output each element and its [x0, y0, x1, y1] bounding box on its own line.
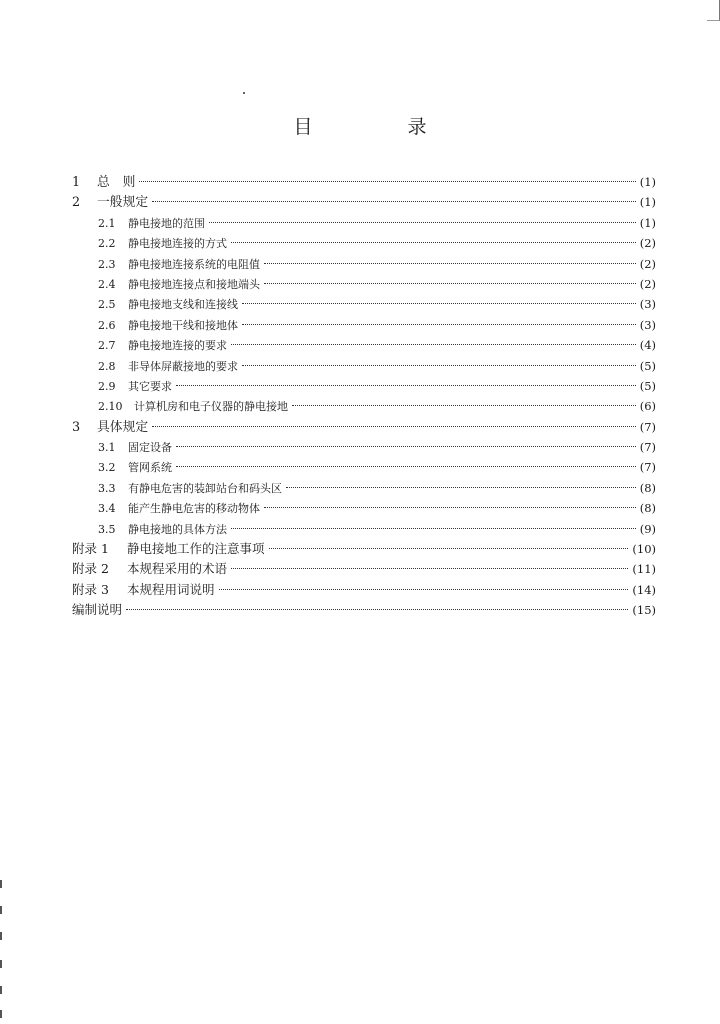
toc-entry — [72, 396, 656, 416]
toc-entry — [72, 254, 656, 274]
toc-entry — [72, 274, 656, 294]
toc-entry-label: 管网系统 — [128, 461, 172, 475]
toc-entry — [72, 478, 656, 498]
toc-entry — [72, 539, 656, 559]
toc-entry — [72, 600, 656, 620]
dot-leader — [176, 446, 636, 447]
toc-entry-label: 固定设备 — [128, 441, 172, 455]
dot-leader — [152, 201, 636, 202]
toc-entry-number: 3 — [72, 419, 81, 435]
toc-entry-label: 具体规定 — [97, 419, 149, 435]
toc-entry — [72, 172, 656, 192]
toc-entry-label: 静电接地的范围 — [128, 216, 205, 230]
toc-entry — [72, 233, 656, 253]
toc-entry-number: 附录 2 — [72, 561, 109, 577]
scan-speck — [243, 92, 245, 94]
toc-entry-number: 3.4 — [98, 502, 116, 516]
toc-entry — [72, 437, 656, 457]
toc-entry — [72, 498, 656, 518]
toc-entry-page: (2) — [639, 256, 656, 271]
dot-leader — [292, 405, 636, 406]
toc-entry-label: 编制说明 — [72, 602, 123, 618]
toc-entry-label: 静电接地连接点和接地端头 — [128, 277, 260, 291]
toc-entry-page: (2) — [639, 276, 656, 291]
page-title: 目 录 — [293, 116, 465, 138]
toc-entry — [72, 356, 656, 376]
toc-entry — [72, 294, 656, 314]
dot-leader — [139, 181, 635, 182]
toc-entry-page: (7) — [639, 460, 656, 475]
toc-entry-label: 静电接地连接系统的电阻值 — [128, 257, 260, 271]
toc-entry-page: (9) — [639, 521, 656, 536]
dot-leader — [231, 568, 628, 569]
dot-leader — [126, 609, 628, 610]
toc-entry-page: (5) — [639, 358, 656, 373]
toc-entry-page: (8) — [639, 480, 656, 495]
toc-entry-number: 2.4 — [98, 277, 116, 291]
toc-entry-number: 2.1 — [98, 216, 116, 230]
toc-entry-number: 2.10 — [98, 400, 123, 414]
toc-entry — [72, 519, 656, 539]
toc-entry-label: 静电接地支线和连接线 — [128, 298, 238, 312]
toc-entry-page: (1) — [639, 175, 656, 189]
dot-leader — [264, 263, 636, 264]
toc-entry — [72, 335, 656, 355]
toc-entry-label: 非导体屏蔽接地的要求 — [128, 359, 238, 373]
toc-entry-number: 1 — [72, 175, 81, 190]
toc-entry — [72, 315, 656, 335]
dot-leader — [231, 242, 636, 243]
toc-entry-number: 2.8 — [98, 359, 116, 373]
toc-entry — [72, 559, 656, 579]
toc-entry-page: (7) — [639, 440, 656, 455]
toc-entry-number: 2 — [72, 195, 81, 211]
toc-entry-label: 静电接地的具体方法 — [128, 522, 227, 536]
dot-leader — [264, 507, 636, 508]
toc-entry-number: 2.2 — [98, 237, 116, 251]
toc-entry-number: 2.7 — [98, 339, 116, 353]
toc-entry-number: 2.6 — [98, 318, 116, 332]
toc-entry-page: (1) — [639, 215, 656, 230]
toc-entry — [72, 192, 656, 212]
toc-entry-number: 附录 1 — [72, 541, 109, 557]
toc-entry-page: (10) — [632, 542, 656, 557]
toc-entry-page: (14) — [632, 582, 656, 597]
toc-entry — [72, 580, 656, 600]
toc-entry-page: (8) — [639, 501, 656, 516]
toc-entry — [72, 376, 656, 396]
toc-entry-label: 本规程用词说明 — [127, 581, 215, 597]
toc-entry-page: (1) — [639, 195, 656, 210]
toc-entry-label: 静电接地连接的要求 — [128, 339, 227, 353]
toc-entry-page: (11) — [632, 562, 656, 577]
toc-entry-page: (5) — [639, 378, 656, 393]
toc-entry-number: 附录 3 — [72, 581, 109, 597]
dot-leader — [269, 548, 629, 549]
dot-leader — [286, 487, 636, 488]
toc-entry-page: (7) — [639, 419, 656, 434]
toc-entry-label: 有静电危害的装卸站台和码头区 — [128, 481, 282, 495]
toc-entry-label: 一般规定 — [97, 195, 149, 211]
toc-entry-page: (3) — [639, 297, 656, 312]
dot-leader — [242, 324, 636, 325]
page-corner-mark — [707, 0, 720, 21]
dot-leader — [219, 589, 629, 590]
dot-leader — [176, 385, 636, 386]
toc-entry-number: 2.5 — [98, 298, 116, 312]
toc-entry-number: 3.3 — [98, 481, 116, 495]
toc-entry-label: 计算机房和电子仪器的静电接地 — [134, 400, 288, 414]
toc-entry-page: (4) — [639, 338, 656, 353]
toc-entry-label: 总 则 — [97, 175, 136, 190]
dot-leader — [231, 344, 636, 345]
dot-leader — [209, 222, 636, 223]
toc-entry-number: 3.1 — [98, 441, 116, 455]
toc-entry-number: 2.3 — [98, 257, 116, 271]
toc-entry-label: 静电接地工作的注意事项 — [127, 541, 265, 557]
dot-leader — [242, 365, 636, 366]
table-of-contents — [72, 172, 656, 621]
toc-entry-page: (3) — [639, 317, 656, 332]
toc-entry-number: 3.5 — [98, 522, 116, 536]
toc-entry-page: (6) — [639, 399, 656, 414]
toc-entry-page: (2) — [639, 236, 656, 251]
toc-entry-label: 静电接地连接的方式 — [128, 237, 227, 251]
dot-leader — [231, 528, 636, 529]
toc-entry-label: 其它要求 — [128, 379, 172, 393]
dot-leader — [152, 426, 636, 427]
dot-leader — [176, 466, 636, 467]
toc-entry — [72, 417, 656, 437]
dot-leader — [264, 283, 636, 284]
toc-entry-number: 2.9 — [98, 379, 116, 393]
toc-entry-label: 能产生静电危害的移动物体 — [128, 502, 260, 516]
toc-entry — [72, 457, 656, 477]
binding-edge-marks — [0, 880, 4, 1020]
toc-entry-number: 3.2 — [98, 461, 116, 475]
dot-leader — [242, 303, 636, 304]
toc-entry — [72, 213, 656, 233]
toc-entry-page: (15) — [632, 603, 656, 618]
toc-entry-label: 静电接地干线和接地体 — [128, 318, 238, 332]
toc-entry-label: 本规程采用的术语 — [127, 561, 228, 577]
